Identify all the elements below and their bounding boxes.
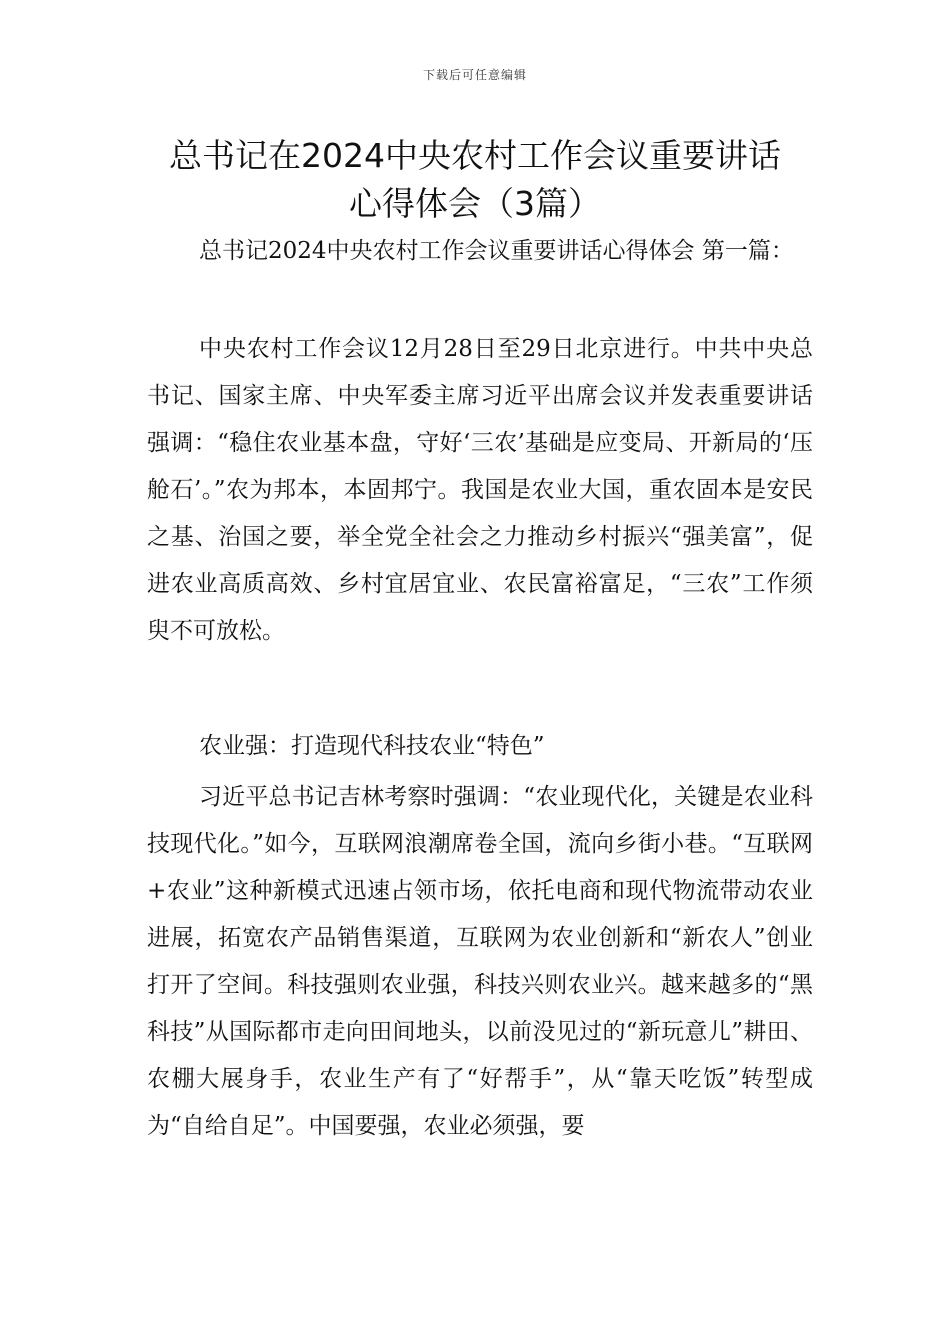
paragraph-1: 中央农村工作会议12月28日至29日北京进行。中共中央总书记、国家主席、中央军委主席习近平出席会议并发表重要讲话强调：“稳住农业基本盘，守好‘三农’基础是应变局、开新局的‘压舱石’。”农为邦本，本固邦宁。我国是农业大国，重农固本是安民之基、治国之要，举全党全社会之力推动乡村振兴“强美富”，促进农业高质高效、乡村宜居宜业、农民富裕富足，“三农”工作须臾不可放松。 — [147, 336, 813, 644]
document-title-line-1: 总书记在2024中央农村工作会议重要讲话 — [169, 136, 781, 175]
section-heading: 农业强：打造现代科技农业“特色” — [199, 733, 545, 759]
document-subtitle: 总书记2024中央农村工作会议重要讲话心得体会 第一篇： — [199, 238, 794, 264]
header-note: 下载后可任意编辑 — [422, 68, 527, 82]
document-title-line-2: 心得体会（3篇） — [349, 184, 601, 223]
paragraph-2: 习近平总书记吉林考察时强调：“农业现代化，关键是农业科技现代化。”如今，互联网浪潮席卷全国，流向乡街小巷。“互联网+农业”这种新模式迅速占领市场，依托电商和现代物流带动农业进展，拓宽农产品销售渠道，互联网为农业创新和“新农人”创业打开了空间。科技强则农业强，科技兴则农业兴。越来越多的“黑科技”从国际都市走向田间地头，以前没见过的“新玩意儿”耕田、农棚大展身手，农业生产有了“好帮手”，从“靠天吃饭”转型成为“自给自足”。中国要强，农业必须强，要 — [147, 784, 813, 1139]
